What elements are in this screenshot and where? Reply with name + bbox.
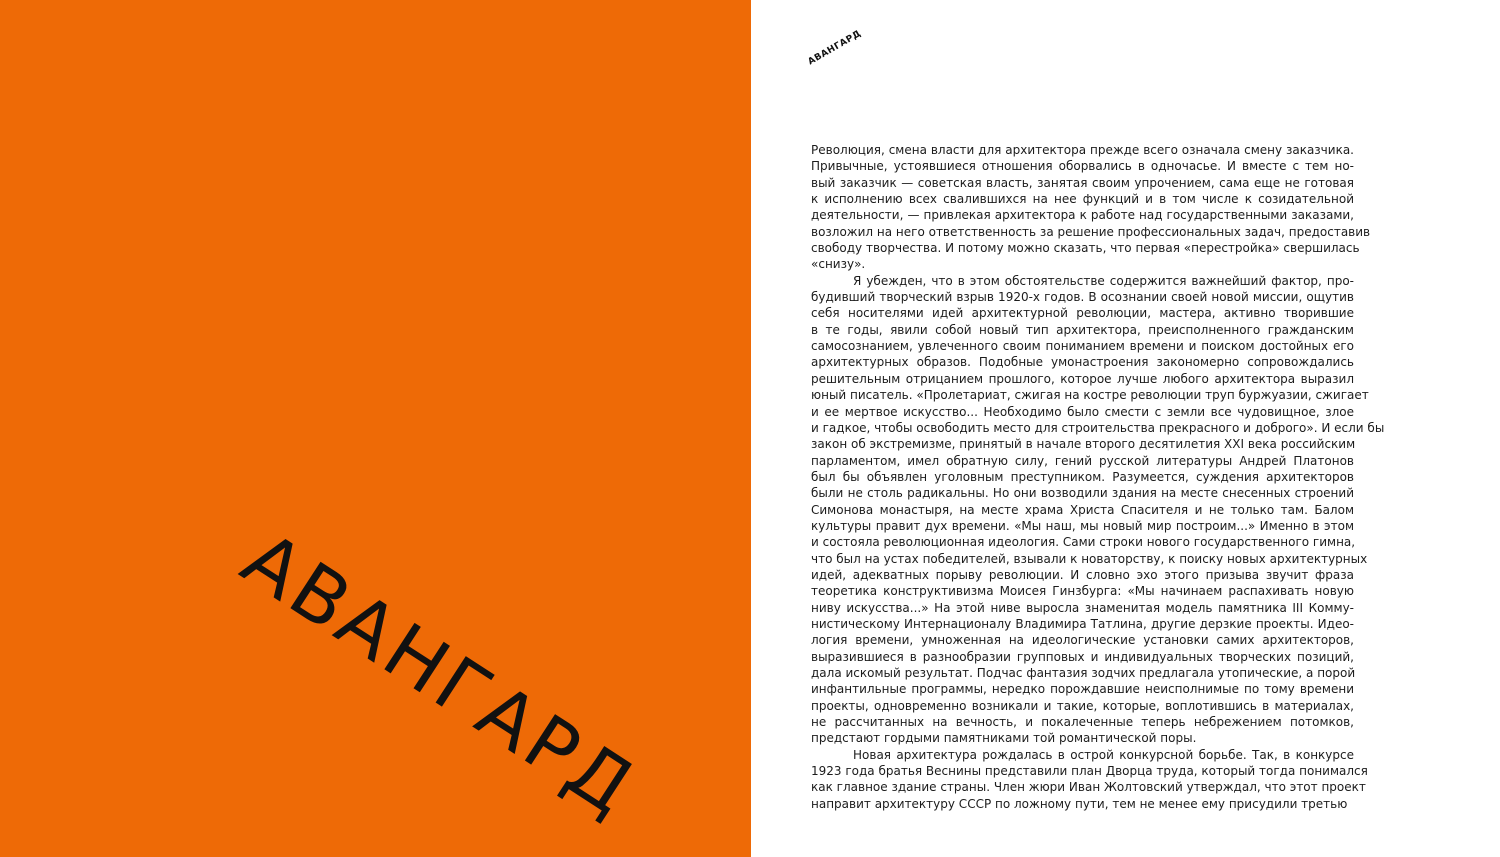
text-line: Революция, смена власти для архитектора прежде всего означала смену заказчика. <box>811 143 1354 157</box>
text-line: решительным отрицанием прошлого, которое лучше любого архитектора выразил <box>811 371 1354 386</box>
text-line: «снизу». <box>811 257 866 272</box>
text-line: ниву искусства...» На этой ниве выросла знаменитая модель памятника III Комму- <box>811 600 1354 615</box>
text-line: дала искомый результат. Подчас фантазия зодчих предлагала утопические, а порой <box>811 666 1356 680</box>
text-line: предстают гордыми памятниками той романтической поры. <box>811 731 1197 746</box>
text-line: и гадкое, чтобы освободить место для строительства прекрасного и доброго». И если бы <box>811 420 1385 435</box>
text-line: к исполнению всех свалившихся на нее функций и в том числе к созидательной <box>811 192 1354 207</box>
text-line: вый заказчик — советская власть, занятая своим упрочением, сама еще не готовая <box>811 175 1354 190</box>
text-line: как главное здание страны. Член жюри Иван Жолтовский утверждал, что этот проект <box>811 780 1366 795</box>
right-page <box>751 0 1500 857</box>
text-line: инфантильные программы, нередко порождавшие неисполнимые по тому времени <box>811 682 1354 697</box>
text-line: теоретика конструктивизма Моисея Гинзбурга: «Мы начинаем распахивать новую <box>811 584 1354 599</box>
text-line: юный писатель. «Пролетариат, сжигая на костре революции труп буржуазии, сжигает <box>811 388 1369 403</box>
body-text <box>811 142 1385 812</box>
text-line: Симонова монастыря, на месте храма Христа Спасителя и не только там. Балом <box>811 502 1354 517</box>
text-line: культуры правит дух времени. «Мы наш, мы новый мир построим...» Именно в этом <box>811 518 1354 533</box>
text-line: направит архитектуру СССР по ложному пути, тем не менее ему присудили третью <box>811 796 1348 811</box>
text-line: Я убежден, что в этом обстоятельстве содержится важнейший фактор, про- <box>853 273 1354 288</box>
text-line: в те годы, явили собой новый тип архитектора, преисполненного гражданским <box>811 322 1354 337</box>
text-line: Привычные, устоявшиеся отношения оборвались в одночасье. И вместе с тем но- <box>811 159 1354 174</box>
text-line: 1923 года братья Веснины представили план Дворца труда, который тогда понимался <box>811 764 1368 779</box>
text-line: возложил на него ответственность за решение профессиональных задач, предоставив <box>811 224 1371 239</box>
chapter-title: АВАНГАРД <box>227 514 653 834</box>
text-line: самосознанием, увлеченного своим пониманием времени и поиском достойных его <box>811 339 1354 354</box>
text-line: будивший творческий взрыв 1920-х годов. В осознании своей новой миссии, ощутив <box>811 290 1354 305</box>
text-line: что был на устах победителей, взывали к новаторству, к поиску новых архитектурных <box>811 551 1368 566</box>
text-line: выразившиеся в разнообразии групповых и индивидуальных творческих позиций, <box>811 649 1354 664</box>
running-head: АВАНГАРД <box>806 28 864 68</box>
text-line: Новая архитектура рождалась в острой конкурсной борьбе. Так, в конкурсе <box>853 747 1354 762</box>
text-line: закон об экстремизме, принятый в начале второго десятилетия XXI века российским <box>811 437 1356 452</box>
paragraph <box>811 747 1368 812</box>
text-line: свободу творчества. И потому можно сказать, что первая «перестройка» свершилась <box>811 241 1360 256</box>
text-line: был бы объявлен уголовным преступником. Разумеется, суждения архитекторов <box>811 469 1354 484</box>
text-line: проекты, одновременно возникали и такие, которые, воплотившись в материалах, <box>811 698 1354 713</box>
text-line: парламентом, имел обратную силу, гений русской литературы Андрей Платонов <box>811 453 1354 468</box>
text-line: и состояла революционная идеология. Сами строки нового государственного гимна, <box>811 535 1356 550</box>
text-line: нистическому Интернационалу Владимира Татлина, другие дерзкие проекты. Идео- <box>811 616 1354 631</box>
text-line: и ее мертвое искусство... Необходимо было смести с земли все чудовищное, злое <box>811 404 1354 419</box>
text-line: логия времени, умноженная на идеологические установки самих архитекторов, <box>811 633 1354 648</box>
text-line: идей, адекватных порыву революции. И словно эхо этого призыва звучит фраза <box>811 567 1354 582</box>
text-line: не рассчитанных на вечность, и покалеченные теперь небрежением потомков, <box>811 715 1354 730</box>
paragraph <box>811 273 1385 747</box>
text-line: архитектурных образов. Подобные умонастроения закономерно сопровождались <box>811 355 1354 370</box>
text-line: были не столь радикальны. Но они возводили здания на месте снесенных строений <box>811 486 1354 501</box>
text-line: деятельности, — привлекая архитектора к работе над государственными заказами, <box>811 208 1354 223</box>
text-line: себя носителями идей архитектурной революции, мастера, активно творившие <box>811 306 1354 321</box>
paragraph <box>811 142 1371 273</box>
